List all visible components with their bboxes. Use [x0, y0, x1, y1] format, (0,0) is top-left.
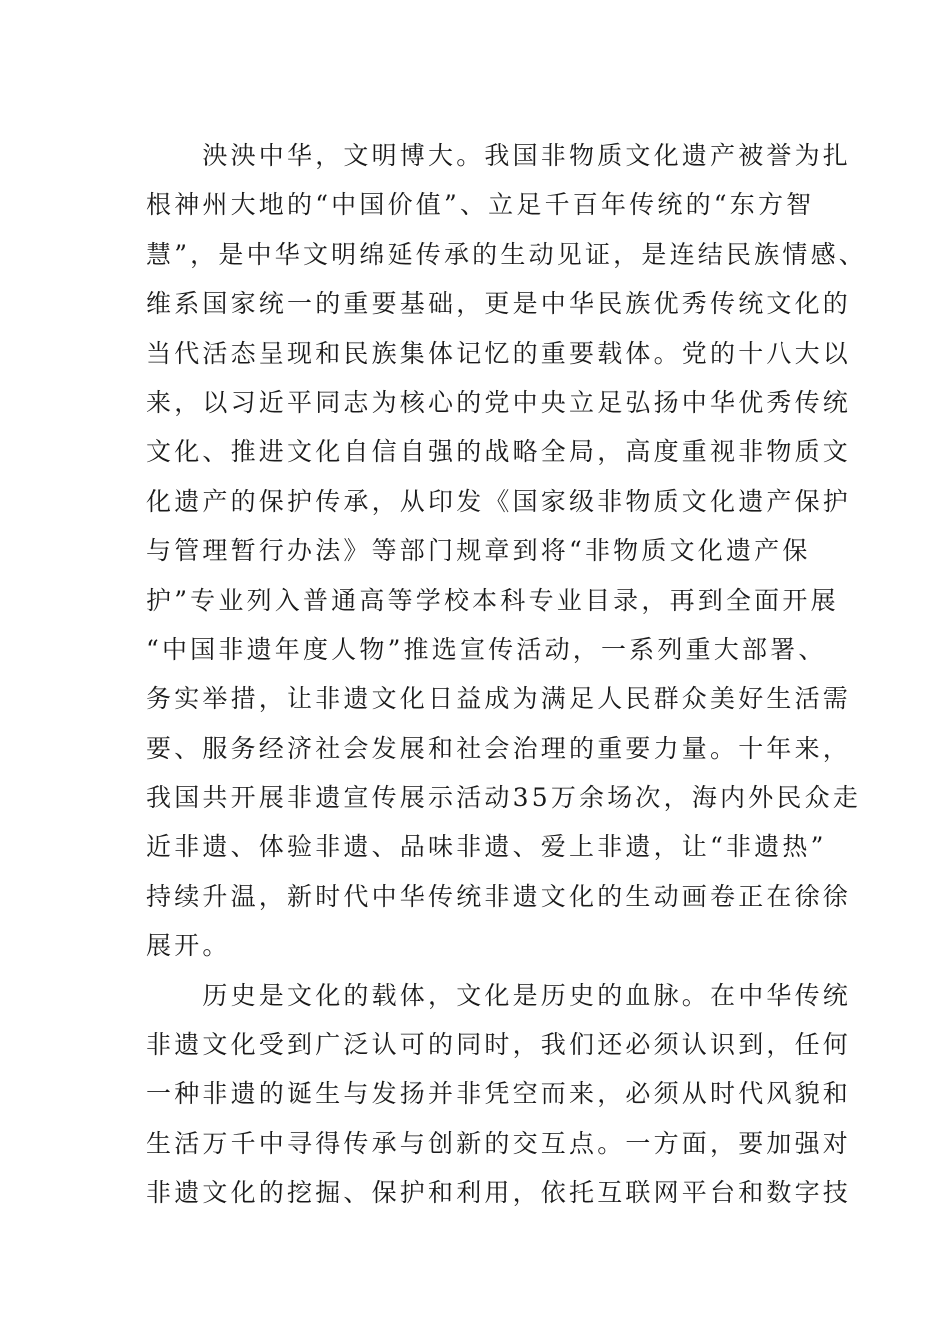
text-line: 文化、推进文化自信自强的战略全局，高度重视非物质文: [146, 437, 852, 467]
text-line: 务实举措，让非遗文化日益成为满足人民群众美好生活需: [146, 684, 852, 714]
text-line: 当代活态呈现和民族集体记忆的重要载体。党的十八大以: [146, 338, 852, 368]
text-line: 持续升温，新时代中华传统非遗文化的生动画卷正在徐徐: [146, 881, 852, 911]
text-line: 一种非遗的诞生与发扬并非凭空而来，必须从时代风貌和: [146, 1079, 852, 1109]
text-line: 近非遗、体验非遗、品味非遗、爱上非遗，让“非遗热”: [146, 832, 827, 862]
document-body: [146, 131, 867, 1218]
text-line: 生活万千中寻得传承与创新的交互点。一方面，要加强对: [146, 1128, 852, 1158]
text-line: 来，以习近平同志为核心的党中央立足弘扬中华优秀传统: [146, 387, 852, 417]
text-line: 我国共开展非遗宣传展示活动35万余场次，海内外民众走: [146, 783, 862, 813]
paragraph-2: [146, 971, 852, 1218]
text-line: 慧”，是中华文明绵延传承的生动见证，是连结民族情感、: [146, 239, 867, 269]
text-line: 与管理暂行办法》等部门规章到将“非物质文化遗产保: [146, 536, 811, 566]
text-line: 根神州大地的“中国价值”、立足千百年传统的“东方智: [146, 190, 815, 220]
paragraph-1: [146, 131, 867, 971]
text-line: 护”专业列入普通高等学校本科专业目录，再到全面开展: [146, 585, 839, 615]
text-line: “中国非遗年度人物”推选宣传活动，一系列重大部署、: [146, 634, 827, 664]
text-line: 非遗文化受到广泛认可的同时，我们还必须认识到，任何: [146, 1030, 852, 1060]
text-line: 历史是文化的载体，文化是历史的血脉。在中华传统: [146, 980, 852, 1010]
text-line: 非遗文化的挖掘、保护和利用，依托互联网平台和数字技: [146, 1178, 852, 1208]
text-line: 展开。: [146, 931, 231, 961]
text-line: 要、服务经济社会发展和社会治理的重要力量。十年来，: [146, 733, 852, 763]
text-line: 化遗产的保护传承，从印发《国家级非物质文化遗产保护: [146, 486, 852, 516]
text-line: 维系国家统一的重要基础，更是中华民族优秀传统文化的: [146, 289, 852, 319]
text-line: 泱泱中华，文明博大。我国非物质文化遗产被誉为扎: [146, 141, 852, 170]
